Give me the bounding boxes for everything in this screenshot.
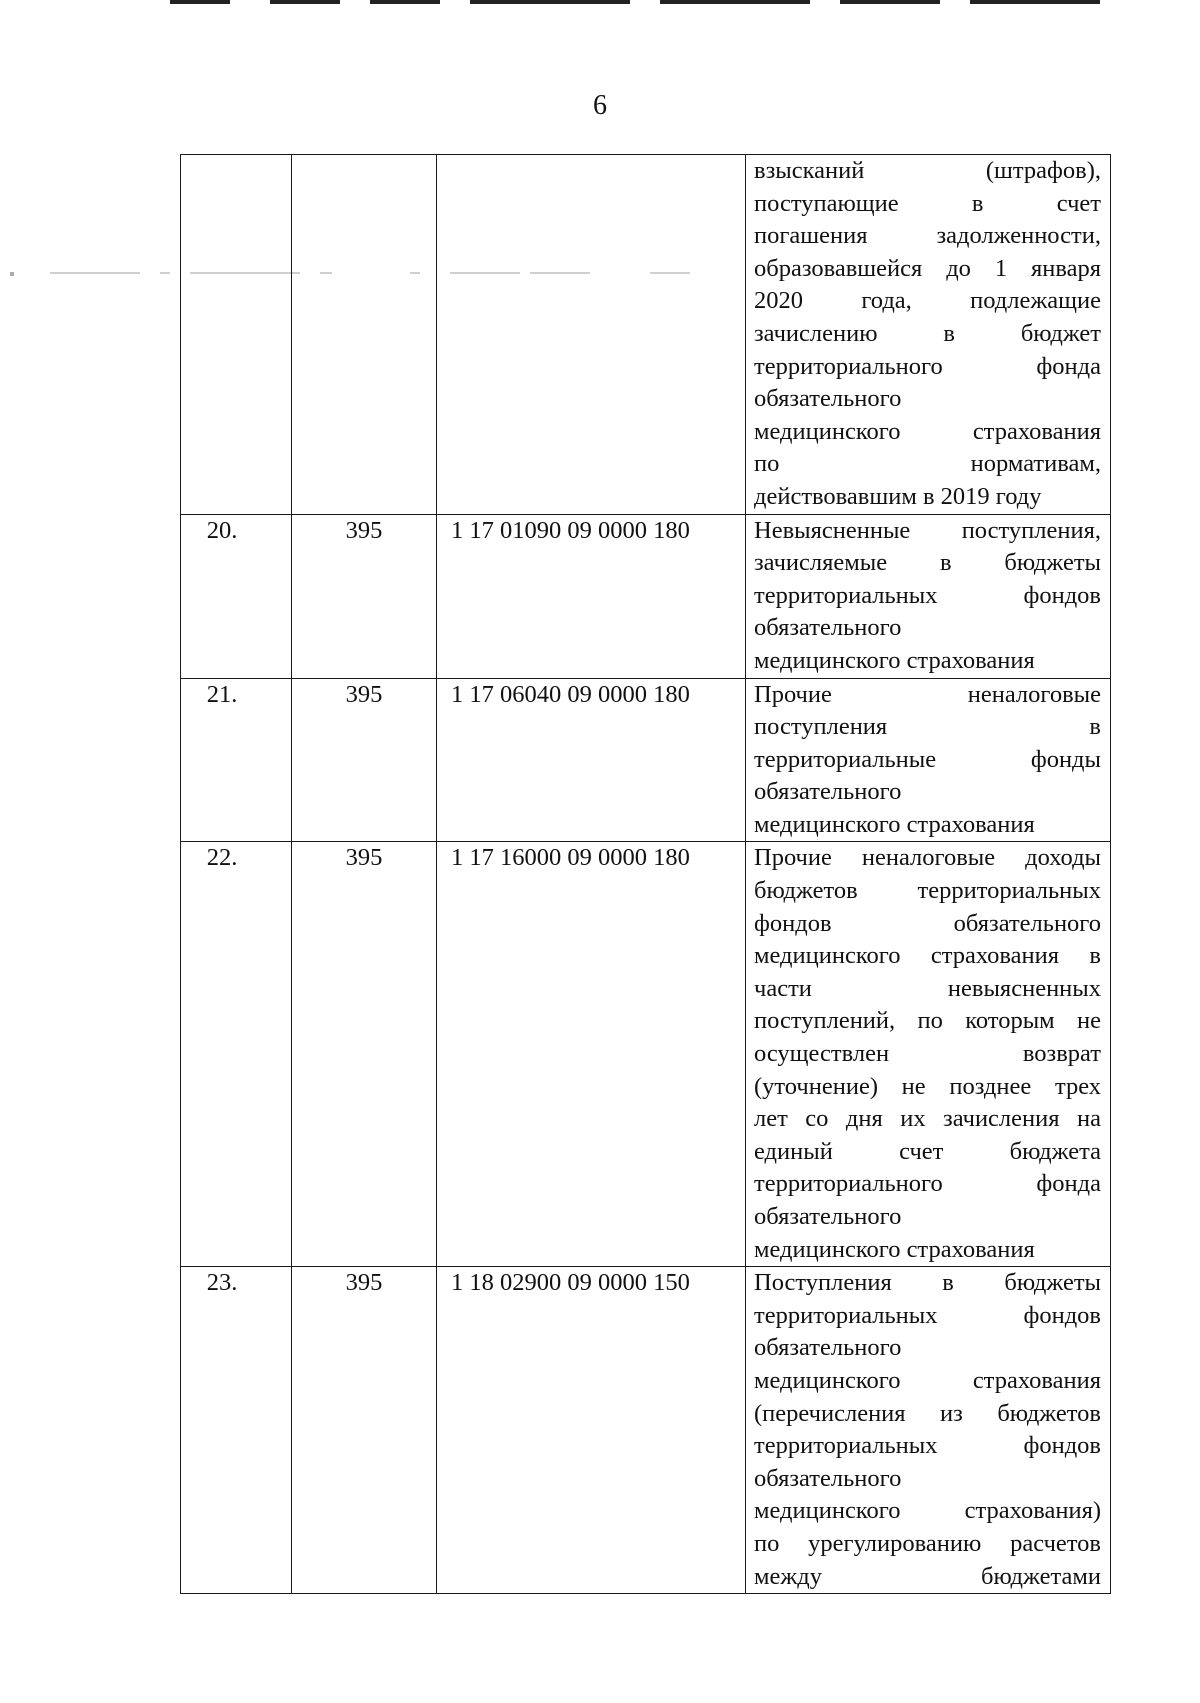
row-number-cell xyxy=(181,1267,292,1594)
description-line: территориального фонда xyxy=(754,1170,1101,1198)
description-line: медицинского страхования xyxy=(754,1235,1035,1263)
table-row xyxy=(181,155,1111,515)
description-line: поступлений, по которым не xyxy=(754,1007,1101,1035)
description-line: медицинского страхования xyxy=(754,810,1035,838)
revenue-description xyxy=(746,842,1111,1267)
description-line: поступления в xyxy=(754,713,1101,741)
table-row xyxy=(181,514,1111,678)
description-line: медицинского страхования xyxy=(754,1366,1101,1394)
description-line: части невыясненных xyxy=(754,974,1101,1002)
description-line: обязательного xyxy=(754,1203,902,1230)
description-line: Прочие неналоговые xyxy=(754,680,1101,708)
row-number-cell xyxy=(181,514,292,678)
description-line: медицинского страхования xyxy=(754,646,1035,674)
description-line: территориальные фонды xyxy=(754,745,1101,773)
description-line: территориального фонда xyxy=(754,352,1101,380)
description-line: Поступления в бюджеты xyxy=(754,1269,1101,1297)
description-line: медицинского страхования) xyxy=(754,1497,1101,1525)
row-number-cell xyxy=(181,842,292,1267)
description-line: медицинского страхования в xyxy=(754,942,1101,970)
row-number: 23. xyxy=(206,1269,238,1297)
description-line: территориальных фондов xyxy=(754,581,1101,609)
description-line: зачисляемые в бюджеты xyxy=(754,549,1101,577)
description-line: между бюджетами xyxy=(754,1562,1101,1590)
row-number: 22. xyxy=(206,844,238,872)
description-line: зачислению в бюджет xyxy=(754,319,1101,347)
description-line: обязательного xyxy=(754,385,902,413)
description-line: (уточнение) не позднее трех xyxy=(754,1072,1101,1100)
administrator-code: 395 xyxy=(292,1267,437,1594)
row-number: 21. xyxy=(206,680,238,708)
description-line: (перечисления из бюджетов xyxy=(754,1399,1101,1427)
description-line: единый счет бюджета xyxy=(754,1137,1101,1165)
page-number: 6 xyxy=(593,90,607,121)
description-line: лет со дня их зачисления на xyxy=(754,1105,1101,1133)
administrator-code: 395 xyxy=(292,678,437,842)
description-line: медицинского страхования xyxy=(754,417,1101,445)
budget-classification-code: 1 17 01090 09 0000 180 xyxy=(437,514,746,678)
description-line: поступающие в счет xyxy=(754,189,1101,217)
row-number-cell xyxy=(181,678,292,842)
administrator-code xyxy=(292,155,437,515)
revenue-description xyxy=(746,514,1111,678)
description-line: территориальных фондов xyxy=(754,1432,1101,1460)
table-row xyxy=(181,678,1111,842)
description-line: обязательного xyxy=(754,1334,902,1362)
scan-top-edge-marks xyxy=(170,0,1100,6)
description-line: территориальных фондов xyxy=(754,1301,1101,1329)
description-line: Прочие неналоговые доходы xyxy=(754,844,1101,872)
description-line: взысканий (штрафов), xyxy=(754,157,1101,184)
description-line: фондов обязательного xyxy=(754,909,1101,937)
revenue-description xyxy=(746,678,1111,842)
description-line: бюджетов территориальных xyxy=(754,877,1101,905)
revenue-codes-table xyxy=(180,154,1111,1594)
table-row xyxy=(181,1267,1111,1594)
description-line: по нормативам, xyxy=(754,450,1101,478)
budget-classification-code xyxy=(437,155,746,515)
row-number: 20. xyxy=(206,516,238,544)
description-line: по урегулированию расчетов xyxy=(754,1529,1101,1557)
budget-classification-code: 1 18 02900 09 0000 150 xyxy=(437,1267,746,1594)
budget-classification-code: 1 17 06040 09 0000 180 xyxy=(437,678,746,842)
description-line: осуществлен возврат xyxy=(754,1040,1101,1068)
description-line: действовавшим в 2019 году xyxy=(754,482,1042,510)
row-number-cell xyxy=(181,155,292,515)
administrator-code: 395 xyxy=(292,514,437,678)
budget-classification-code: 1 17 16000 09 0000 180 xyxy=(437,842,746,1267)
description-line: обязательного xyxy=(754,778,902,806)
administrator-code: 395 xyxy=(292,842,437,1267)
description-line: погашения задолженности, xyxy=(754,222,1101,250)
description-line: Невыясненные поступления, xyxy=(754,516,1101,544)
description-line: 2020 года, подлежащие xyxy=(754,287,1101,315)
description-line: обязательного xyxy=(754,614,902,642)
description-line: образовавшейся до 1 января xyxy=(754,254,1101,282)
description-line: обязательного xyxy=(754,1464,902,1492)
table-row xyxy=(181,842,1111,1267)
revenue-description xyxy=(746,1267,1111,1594)
revenue-description xyxy=(746,155,1111,515)
